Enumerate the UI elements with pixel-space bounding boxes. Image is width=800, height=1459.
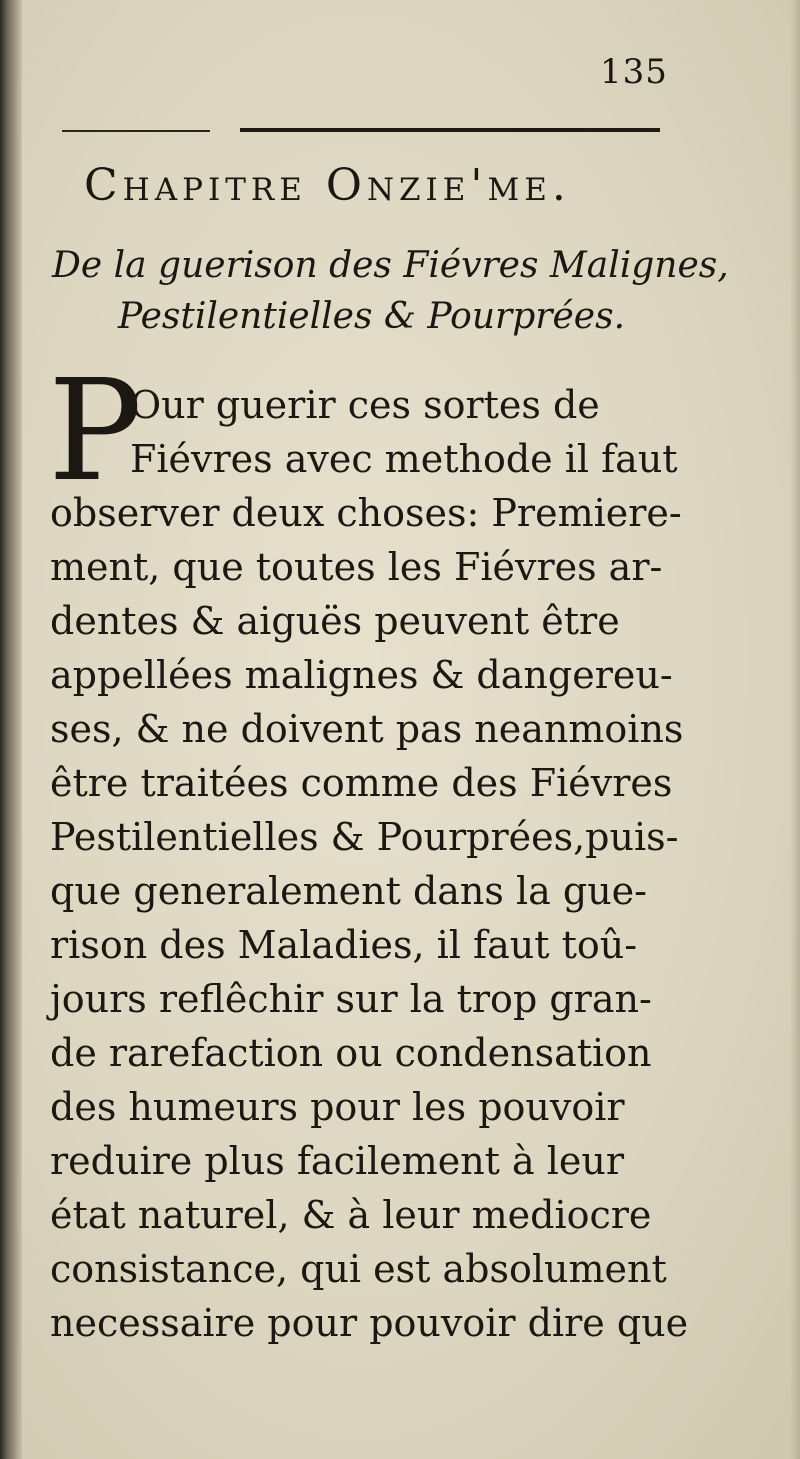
body-line: observer deux choses: Premiere-	[50, 491, 682, 535]
body-line: necessaire pour pouvoir dire que	[50, 1301, 689, 1345]
body-line: ment, que toutes les Fiévres ar-	[50, 545, 663, 589]
chapter-title: Chapitre Onzie'me.	[84, 160, 571, 211]
page-number: 135	[600, 52, 668, 92]
body-line: être traitées comme des Fiévres	[50, 761, 673, 805]
binding-edge	[0, 0, 22, 1459]
body-line: Pestilentielles & Pourprées,puis-	[50, 815, 679, 859]
header-rule-right	[240, 128, 660, 132]
body-line: jours reflêchir sur la trop gran-	[50, 977, 652, 1021]
body-line: de rarefaction ou condensation	[50, 1031, 652, 1075]
body-line: rison des Maladies, il faut toû-	[50, 923, 638, 967]
body-line: état naturel, & à leur mediocre	[50, 1193, 652, 1237]
body-line: consistance, qui est absolument	[50, 1247, 667, 1291]
page-edge	[790, 0, 800, 1459]
body-line: dentes & aiguës peuvent être	[50, 599, 620, 643]
drop-cap: P	[48, 350, 143, 513]
body-line: des humeurs pour les pouvoir	[50, 1085, 625, 1129]
body-line: que generalement dans la gue-	[50, 869, 647, 913]
subtitle-line-1: De la guerison des Fiévres Malignes,	[52, 245, 729, 286]
body-line: appellées malignes & dangereu-	[50, 653, 673, 697]
subtitle-line-2: Pestilentielles & Pourprées.	[118, 296, 626, 337]
body-line: Our guerir ces sortes de	[130, 383, 600, 427]
body-line: ses, & ne doivent pas neanmoins	[50, 707, 684, 751]
header-rule-left	[62, 130, 210, 132]
body-line: reduire plus facilement à leur	[50, 1139, 625, 1183]
body-line: Fiévres avec methode il faut	[130, 437, 678, 481]
